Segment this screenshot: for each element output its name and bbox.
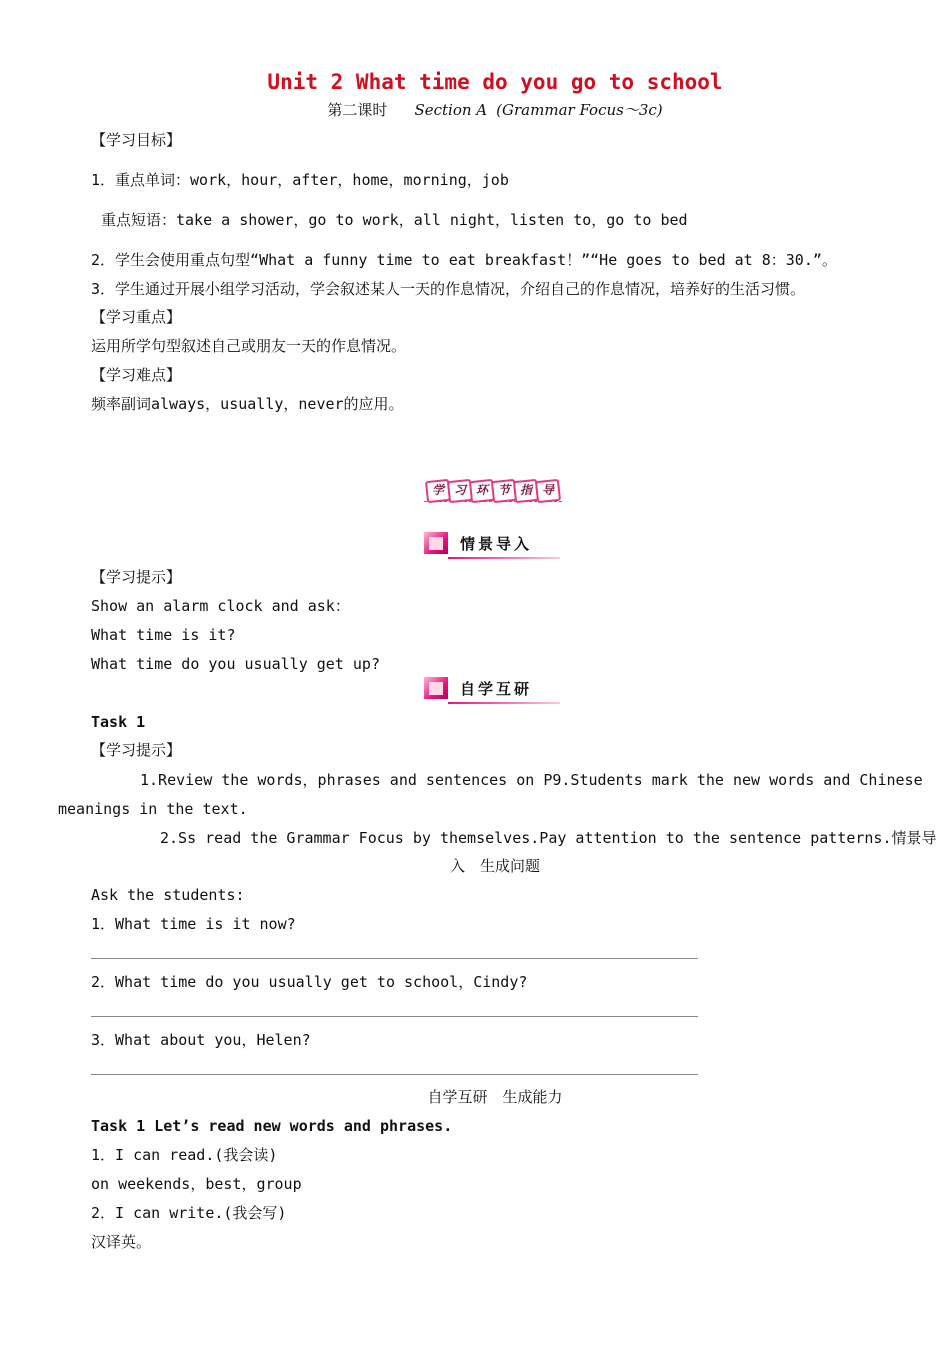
task-line: 汉译英。 bbox=[91, 1233, 152, 1251]
question: 1．What time is it now? bbox=[91, 915, 296, 933]
objective-line: 2．学生会使用重点句型“What a funny time to eat breakfast！”“He goes to bed at 8：30.”。 bbox=[91, 251, 837, 269]
ask-students: Ask the students: bbox=[91, 886, 245, 904]
answer-line bbox=[91, 1016, 698, 1017]
section-tag-label: 情景导入 bbox=[460, 535, 533, 553]
question: 3．What about you，Helen? bbox=[91, 1031, 311, 1049]
hint-paragraph-2-end: 入 生成问题 bbox=[449, 857, 540, 875]
task-line: 2．I can write.(我会写) bbox=[91, 1204, 287, 1222]
banner-char: 学 bbox=[431, 483, 444, 497]
hint-header: 【学习提示】 bbox=[91, 568, 182, 586]
intro-line: Show an alarm clock and ask： bbox=[91, 597, 350, 615]
intro-line: What time do you usually get up? bbox=[91, 655, 380, 673]
key-points-text: 运用所学句型叙述自己或朋友一天的作息情况。 bbox=[91, 337, 407, 355]
question: 2．What time do you usually get to school，Cindy? bbox=[91, 973, 528, 991]
study-guide-banner bbox=[420, 477, 565, 503]
hint-header: 【学习提示】 bbox=[91, 741, 182, 759]
hint-paragraph-1-end: meanings in the text. bbox=[58, 800, 248, 818]
difficulties-header: 【学习难点】 bbox=[91, 366, 182, 384]
section-label: Section A bbox=[414, 101, 488, 119]
section-tag-self-study bbox=[424, 677, 560, 707]
objective-line: 1．重点单词：work，hour，after，home，morning，job bbox=[91, 171, 509, 189]
banner-char: 指 bbox=[519, 483, 532, 497]
hint-paragraph-2: 2.Ss read the Grammar Focus by themselves.Pay attention to the sentence patterns.情景导 bbox=[160, 829, 937, 847]
key-points-header: 【学习重点】 bbox=[91, 308, 182, 326]
unit-title: Unit 2 What time do you go to school bbox=[267, 70, 723, 94]
banner-char: 习 bbox=[453, 483, 466, 497]
objective-line: 3．学生通过开展小组学习活动，学会叙述某人一天的作息情况，介绍自己的作息情况，培养好的生活习惯。 bbox=[91, 280, 806, 298]
task-label: Task 1 Let’s read new words and phrases. bbox=[91, 1117, 453, 1135]
objective-line: 重点短语：take a shower，go to work，all night，listen to，go to bed bbox=[101, 211, 688, 229]
task-label: Task 1 bbox=[91, 713, 146, 731]
banner-char: 导 bbox=[541, 483, 554, 497]
banner-char: 节 bbox=[497, 483, 510, 497]
section-square-icon bbox=[424, 532, 448, 554]
difficulties-text: 频率副词always，usually，never的应用。 bbox=[91, 395, 404, 413]
lesson-subtitle bbox=[0, 100, 950, 120]
answer-line bbox=[91, 1074, 698, 1075]
section-range: (Grammar Focus～3c) bbox=[496, 101, 663, 119]
section-square-icon bbox=[424, 677, 448, 699]
hint-paragraph-1: 1.Review the words，phrases and sentences on P9.Students mark the new words and Chinese bbox=[140, 771, 923, 789]
section-heading: 自学互研 生成能力 bbox=[427, 1088, 563, 1106]
answer-line bbox=[91, 958, 698, 959]
section-tag-label: 自学互研 bbox=[460, 680, 533, 698]
intro-line: What time is it? bbox=[91, 626, 236, 644]
objectives-header: 【学习目标】 bbox=[91, 131, 182, 149]
task-line: 1．I can read.(我会读) bbox=[91, 1146, 278, 1164]
task-line: on weekends，best，group bbox=[91, 1175, 302, 1193]
section-tag-intro bbox=[424, 532, 560, 562]
banner-char: 环 bbox=[475, 483, 488, 497]
lesson-number: 第二课时 bbox=[327, 101, 388, 119]
